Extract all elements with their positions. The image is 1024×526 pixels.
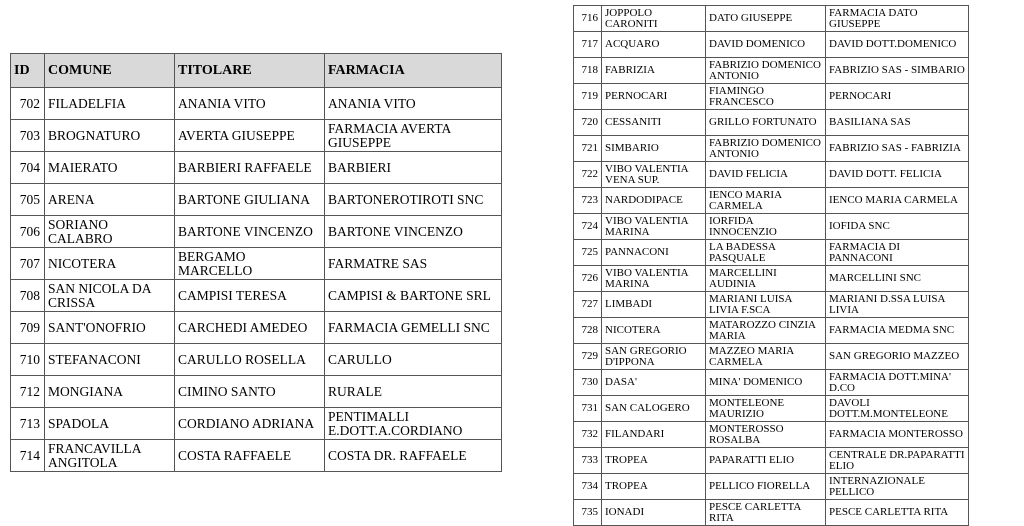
cell-titolare: GRILLO FORTUNATO [706, 110, 826, 136]
cell-farmacia: PERNOCARI [826, 84, 969, 110]
cell-comune: MAIERATO [45, 152, 175, 184]
cell-farmacia: FARMACIA DOTT.MINA' D.CO [826, 370, 969, 396]
table-row [574, 32, 969, 58]
cell-id: 730 [574, 370, 602, 396]
cell-comune: ACQUARO [602, 32, 706, 58]
cell-titolare: LA BADESSA PASQUALE [706, 240, 826, 266]
cell-comune: DASA' [602, 370, 706, 396]
table-row [11, 376, 502, 408]
cell-titolare: CIMINO SANTO [175, 376, 325, 408]
cell-farmacia: FARMACIA MEDMA SNC [826, 318, 969, 344]
cell-id: 724 [574, 214, 602, 240]
cell-farmacia: COSTA DR. RAFFAELE [325, 440, 502, 472]
table-row [574, 344, 969, 370]
table-row [574, 500, 969, 526]
cell-id: 734 [574, 474, 602, 500]
table-row [11, 152, 502, 184]
cell-titolare: BERGAMO MARCELLO [175, 248, 325, 280]
table-row [574, 240, 969, 266]
cell-titolare: MINA' DOMENICO [706, 370, 826, 396]
cell-id: 731 [574, 396, 602, 422]
cell-farmacia: BARBIERI [325, 152, 502, 184]
cell-farmacia: CENTRALE DR.PAPARATTI ELIO [826, 448, 969, 474]
cell-id: 713 [11, 408, 45, 440]
cell-farmacia: MARCELLINI SNC [826, 266, 969, 292]
cell-id: 714 [11, 440, 45, 472]
cell-comune: STEFANACONI [45, 344, 175, 376]
cell-titolare: MARIANI LUISA LIVIA F.SCA [706, 292, 826, 318]
cell-titolare: FABRIZIO DOMENICO ANTONIO [706, 58, 826, 84]
cell-id: 718 [574, 58, 602, 84]
table-row [574, 162, 969, 188]
table-row [574, 136, 969, 162]
cell-id: 707 [11, 248, 45, 280]
left-pharmacy-table [10, 53, 502, 472]
cell-comune: SPADOLA [45, 408, 175, 440]
cell-comune: NARDODIPACE [602, 188, 706, 214]
table-row [11, 248, 502, 280]
table-row [574, 292, 969, 318]
cell-comune: NICOTERA [45, 248, 175, 280]
header-id: ID [11, 54, 45, 88]
cell-titolare: BARTONE GIULIANA [175, 184, 325, 216]
cell-id: 702 [11, 88, 45, 120]
cell-farmacia: RURALE [325, 376, 502, 408]
cell-comune: SAN NICOLA DA CRISSA [45, 280, 175, 312]
cell-titolare: COSTA RAFFAELE [175, 440, 325, 472]
cell-id: 704 [11, 152, 45, 184]
cell-comune: JOPPOLO CARONITI [602, 6, 706, 32]
cell-id: 703 [11, 120, 45, 152]
cell-id: 710 [11, 344, 45, 376]
cell-comune: SAN GREGORIO D'IPPONA [602, 344, 706, 370]
cell-farmacia: MARIANI D.SSA LUISA LIVIA [826, 292, 969, 318]
cell-titolare: DAVID DOMENICO [706, 32, 826, 58]
cell-id: 728 [574, 318, 602, 344]
cell-farmacia: BARTONEROTIROTI SNC [325, 184, 502, 216]
cell-comune: FRANCAVILLA ANGITOLA [45, 440, 175, 472]
cell-titolare: MAZZEO MARIA CARMELA [706, 344, 826, 370]
cell-comune: IONADI [602, 500, 706, 526]
cell-comune: CESSANITI [602, 110, 706, 136]
cell-id: 719 [574, 84, 602, 110]
table-row [574, 422, 969, 448]
cell-titolare: PESCE CARLETTA RITA [706, 500, 826, 526]
cell-id: 733 [574, 448, 602, 474]
cell-farmacia: ANANIA VITO [325, 88, 502, 120]
cell-titolare: MATAROZZO CINZIA MARIA [706, 318, 826, 344]
cell-titolare: IORFIDA INNOCENZIO [706, 214, 826, 240]
table-row [11, 120, 502, 152]
cell-comune: PERNOCARI [602, 84, 706, 110]
cell-comune: SANT'ONOFRIO [45, 312, 175, 344]
cell-comune: BROGNATURO [45, 120, 175, 152]
cell-comune: TROPEA [602, 474, 706, 500]
cell-titolare: CARCHEDI AMEDEO [175, 312, 325, 344]
cell-comune: SAN CALOGERO [602, 396, 706, 422]
cell-comune: VIBO VALENTIA MARINA [602, 266, 706, 292]
cell-farmacia: DAVID DOTT.DOMENICO [826, 32, 969, 58]
table-row [574, 474, 969, 500]
cell-comune: SIMBARIO [602, 136, 706, 162]
cell-id: 708 [11, 280, 45, 312]
cell-titolare: IENCO MARIA CARMELA [706, 188, 826, 214]
table-row [574, 84, 969, 110]
cell-id: 712 [11, 376, 45, 408]
cell-comune: VIBO VALENTIA MARINA [602, 214, 706, 240]
cell-titolare: MONTELEONE MAURIZIO [706, 396, 826, 422]
cell-comune: LIMBADI [602, 292, 706, 318]
table-row [11, 184, 502, 216]
table-row [574, 266, 969, 292]
cell-titolare: BARBIERI RAFFAELE [175, 152, 325, 184]
cell-id: 717 [574, 32, 602, 58]
cell-farmacia: PESCE CARLETTA RITA [826, 500, 969, 526]
cell-titolare: CORDIANO ADRIANA [175, 408, 325, 440]
table-row [11, 88, 502, 120]
cell-id: 720 [574, 110, 602, 136]
cell-titolare: DAVID FELICIA [706, 162, 826, 188]
table-row [574, 188, 969, 214]
cell-farmacia: CAMPISI & BARTONE SRL [325, 280, 502, 312]
cell-farmacia: DAVID DOTT. FELICIA [826, 162, 969, 188]
cell-id: 722 [574, 162, 602, 188]
cell-titolare: PAPARATTI ELIO [706, 448, 826, 474]
cell-titolare: FIAMINGO FRANCESCO [706, 84, 826, 110]
cell-id: 705 [11, 184, 45, 216]
cell-farmacia: FARMATRE SAS [325, 248, 502, 280]
table-row [574, 58, 969, 84]
cell-farmacia: DAVOLI DOTT.M.MONTELEONE [826, 396, 969, 422]
cell-id: 735 [574, 500, 602, 526]
cell-farmacia: IENCO MARIA CARMELA [826, 188, 969, 214]
cell-comune: ARENA [45, 184, 175, 216]
cell-comune: NICOTERA [602, 318, 706, 344]
cell-farmacia: FARMACIA DI PANNACONI [826, 240, 969, 266]
table-row [574, 396, 969, 422]
cell-titolare: PELLICO FIORELLA [706, 474, 826, 500]
table-row [574, 6, 969, 32]
table-row [574, 370, 969, 396]
table-row [11, 408, 502, 440]
cell-titolare: MARCELLINI AUDINIA [706, 266, 826, 292]
table-row [11, 440, 502, 472]
table-row [11, 312, 502, 344]
header-titolare: TITOLARE [175, 54, 325, 88]
cell-comune: FILADELFIA [45, 88, 175, 120]
cell-farmacia: CARULLO [325, 344, 502, 376]
cell-titolare: CAMPISI TERESA [175, 280, 325, 312]
cell-id: 726 [574, 266, 602, 292]
right-pharmacy-table [573, 5, 969, 526]
cell-farmacia: FABRIZIO SAS - SIMBARIO [826, 58, 969, 84]
table-row [11, 216, 502, 248]
cell-farmacia: PENTIMALLI E.DOTT.A.CORDIANO [325, 408, 502, 440]
header-row [11, 54, 502, 88]
cell-farmacia: IOFIDA SNC [826, 214, 969, 240]
cell-id: 729 [574, 344, 602, 370]
table-row [11, 280, 502, 312]
cell-titolare: MONTEROSSO ROSALBA [706, 422, 826, 448]
cell-farmacia: SAN GREGORIO MAZZEO [826, 344, 969, 370]
table-row [574, 110, 969, 136]
cell-id: 721 [574, 136, 602, 162]
cell-titolare: ANANIA VITO [175, 88, 325, 120]
cell-farmacia: FARMACIA MONTEROSSO [826, 422, 969, 448]
cell-farmacia: FABRIZIO SAS - FABRIZIA [826, 136, 969, 162]
cell-comune: FABRIZIA [602, 58, 706, 84]
table-row [574, 214, 969, 240]
cell-id: 709 [11, 312, 45, 344]
cell-id: 725 [574, 240, 602, 266]
cell-comune: TROPEA [602, 448, 706, 474]
header-comune: COMUNE [45, 54, 175, 88]
cell-id: 732 [574, 422, 602, 448]
cell-farmacia: INTERNAZIONALE PELLICO [826, 474, 969, 500]
cell-id: 716 [574, 6, 602, 32]
cell-farmacia: FARMACIA DATO GIUSEPPE [826, 6, 969, 32]
cell-comune: FILANDARI [602, 422, 706, 448]
cell-farmacia: FARMACIA GEMELLI SNC [325, 312, 502, 344]
cell-titolare: DATO GIUSEPPE [706, 6, 826, 32]
table-row [574, 448, 969, 474]
header-farmacia: FARMACIA [325, 54, 502, 88]
cell-titolare: BARTONE VINCENZO [175, 216, 325, 248]
cell-id: 706 [11, 216, 45, 248]
cell-farmacia: FARMACIA AVERTA GIUSEPPE [325, 120, 502, 152]
cell-id: 727 [574, 292, 602, 318]
cell-comune: VIBO VALENTIA VENA SUP. [602, 162, 706, 188]
cell-comune: SORIANO CALABRO [45, 216, 175, 248]
cell-titolare: FABRIZIO DOMENICO ANTONIO [706, 136, 826, 162]
table-row [574, 318, 969, 344]
cell-farmacia: BASILIANA SAS [826, 110, 969, 136]
cell-comune: PANNACONI [602, 240, 706, 266]
cell-titolare: AVERTA GIUSEPPE [175, 120, 325, 152]
cell-id: 723 [574, 188, 602, 214]
cell-titolare: CARULLO ROSELLA [175, 344, 325, 376]
cell-farmacia: BARTONE VINCENZO [325, 216, 502, 248]
cell-comune: MONGIANA [45, 376, 175, 408]
table-row [11, 344, 502, 376]
